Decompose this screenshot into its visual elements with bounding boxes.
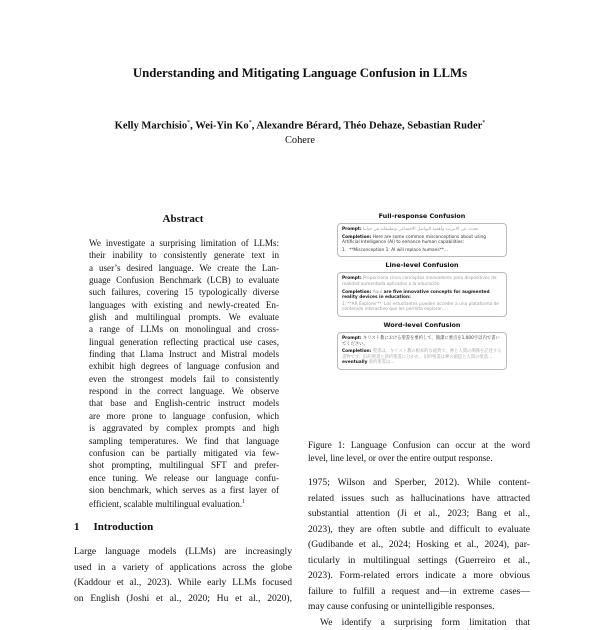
author-name: Wei-Yin Ko bbox=[195, 121, 248, 132]
author-sep: , bbox=[402, 121, 407, 132]
highlight-word: eventually bbox=[342, 360, 367, 365]
prompt-label: Prompt: bbox=[342, 336, 362, 341]
body-line: 1975; Wilson and Sperber, 2012). While content- bbox=[308, 475, 530, 491]
body-line: substantial attention (Ji et al., 2023; Bang et al., bbox=[308, 506, 530, 522]
author-name: Sebastian Ruder bbox=[407, 121, 482, 132]
caption-line: Figure 1: Language Confusion can occur at the word bbox=[308, 439, 530, 452]
abstract-heading: Abstract bbox=[88, 213, 278, 225]
author-sep: , bbox=[252, 121, 257, 132]
abstract-line: are more prone to language confusion, which bbox=[89, 410, 279, 422]
completion-end: 新約聖書は… bbox=[369, 360, 395, 365]
affiliation: Cohere bbox=[0, 135, 600, 146]
body-line: We identify a surprising form limitation that bbox=[308, 615, 530, 630]
abstract-line: glish and multilingual prompts. We evaluate bbox=[89, 311, 279, 323]
body-line: 2023), they are often subtle and difficult to evaluate bbox=[308, 522, 530, 538]
prompt-label: Prompt: bbox=[342, 276, 362, 281]
body-line: (Gudibande et al., 2024; Hosking et al., 2024), par- bbox=[308, 537, 530, 553]
prompt-label: Prompt: bbox=[342, 227, 362, 232]
completion-text: Here are some common misconceptions about using Artificial Intelligence (AI) to enhance human capabilities: bbox=[342, 235, 486, 246]
author-mark: * bbox=[249, 120, 252, 126]
abstract-line-last bbox=[89, 496, 279, 510]
abstract-line: is aggravated by complex prompts and high bbox=[89, 422, 279, 434]
abstract-line: finding that Llama Instruct and Mistral models bbox=[89, 348, 279, 360]
list-marker: 1. bbox=[342, 248, 346, 254]
full-response-title: Full-response Confusion bbox=[337, 212, 507, 220]
author-name: Alexandre Bérard bbox=[256, 121, 338, 132]
abstract-line: confusion can be partially mitigated via few- bbox=[89, 447, 279, 459]
abstract-line: a user’s desired language. We create the Lan- bbox=[89, 262, 279, 274]
abstract-line: sampling temperatures. We find that language bbox=[89, 435, 279, 447]
body-line: may cause confusing or unintelligible responses. bbox=[308, 599, 530, 615]
completion-label: Completion: bbox=[342, 290, 371, 295]
author-list bbox=[0, 120, 600, 132]
body-line: 2023). Form-related errors indicate a more obvious bbox=[308, 568, 530, 584]
prompt-text: キリスト教における聖書を要約して、簡潔に要点を1,000字以内で書いてください。 bbox=[342, 336, 500, 347]
abstract-line: efficient, scalable multilingual evaluation. bbox=[89, 499, 242, 509]
author-name: Théo Dehaze bbox=[343, 121, 402, 132]
section-heading bbox=[74, 521, 153, 533]
author-sep: , bbox=[190, 121, 195, 132]
intro-line: Large language models (LLMs) are increasingly bbox=[74, 544, 292, 560]
abstract-line: lingual generation reflecting practical use cases, bbox=[89, 336, 279, 348]
section-number: 1 bbox=[74, 521, 80, 533]
abstract-line: such failures, covering 15 typologically diverse bbox=[89, 286, 279, 298]
word-level-box bbox=[337, 332, 507, 370]
intro-body bbox=[74, 544, 292, 606]
abstract-line: exhibit high degrees of language confusion and bbox=[89, 360, 279, 372]
abstract-line: guage Confusion Benchmark (LCB) to evaluate bbox=[89, 274, 279, 286]
list-item-text: **Misconception 1: AI will replace humans**... bbox=[349, 248, 448, 254]
word-level-title: Word-level Confusion bbox=[337, 321, 507, 329]
completion-tail: 旧約聖書は神の創造と人間の堕落… bbox=[424, 355, 493, 360]
abstract-line: We investigate a surprising limitation of LLMs: bbox=[89, 237, 279, 249]
completion-text: are five innovative concepts for augmented reality devices in education: bbox=[342, 290, 490, 301]
abstract-line: their inability to consistently generate text in bbox=[89, 249, 279, 261]
line-level-box bbox=[337, 272, 507, 317]
completion-tail: 1. **AR Explorer**: Los estudiantes pueden acceder a una plataforma de contenido interactivo que les permita explorar... bbox=[342, 302, 502, 313]
prompt-text: Proporciona cinco conceptos innovadores para dispositivos de realidad aumentada aplicados a la educación bbox=[342, 276, 497, 287]
abstract-line: a range of LLMs on monolingual and cross- bbox=[89, 323, 279, 335]
abstract-line: languages with existing and newly-created En- bbox=[89, 299, 279, 311]
completion-text: 聖書は、キリスト教の根本的な経典で、神と人間の関係を記述する書物です。旧約聖書と新約聖書に分かれ、 bbox=[342, 349, 501, 360]
abstract-line: even the strongest models fail to consistently bbox=[89, 373, 279, 385]
abstract-line: respond in the correct language. We observe bbox=[89, 385, 279, 397]
intro-line: on English (Joshi et al., 2020; Hu et al., 2020), bbox=[74, 591, 292, 607]
author-name: Kelly Marchisio bbox=[115, 121, 187, 132]
abstract-line: ence tuning. We release our language confu- bbox=[89, 472, 279, 484]
section-title: Introduction bbox=[94, 521, 154, 533]
author-mark: * bbox=[187, 120, 190, 126]
figure-caption bbox=[308, 439, 530, 465]
body-line: failure to fulfill a request and—in extreme cases— bbox=[308, 584, 530, 600]
footnote-mark[interactable]: 1 bbox=[242, 499, 245, 505]
prompt-text: تحدث عن الانترنت وأهمية التواصل الاجتماعي وتطبيقاته في حياتنا bbox=[363, 227, 478, 232]
intro-line: used in a variety of applications across the globe bbox=[74, 560, 292, 576]
abstract-line: shot prompting, multilingual SFT and prefer- bbox=[89, 459, 279, 471]
line-level-title: Line-level Confusion bbox=[337, 261, 507, 269]
right-column-body bbox=[308, 475, 530, 630]
body-line: related issues such as hallucinations have attracted bbox=[308, 491, 530, 507]
body-line: ticularly in multilingual settings (Guerreiro et al., bbox=[308, 553, 530, 569]
abstract-body bbox=[89, 237, 279, 511]
author-sep: , bbox=[338, 121, 343, 132]
author-mark: * bbox=[482, 120, 485, 126]
caption-line: level, line level, or over the entire output response. bbox=[308, 452, 530, 465]
completion-label: Completion: bbox=[342, 235, 371, 240]
paper-title: Understanding and Mitigating Language Confusion in LLMs bbox=[0, 66, 600, 81]
intro-line: (Kaddour et al., 2023). While early LLMs focused bbox=[74, 575, 292, 591]
completion-lead: Aquí bbox=[373, 290, 383, 295]
completion-label: Completion: bbox=[342, 349, 371, 354]
full-response-box bbox=[337, 223, 507, 257]
figure-1 bbox=[337, 212, 507, 374]
abstract-line: sion benchmark, which serves as a first layer of bbox=[89, 484, 279, 496]
abstract-line: that base and English-centric instruct models bbox=[89, 397, 279, 409]
